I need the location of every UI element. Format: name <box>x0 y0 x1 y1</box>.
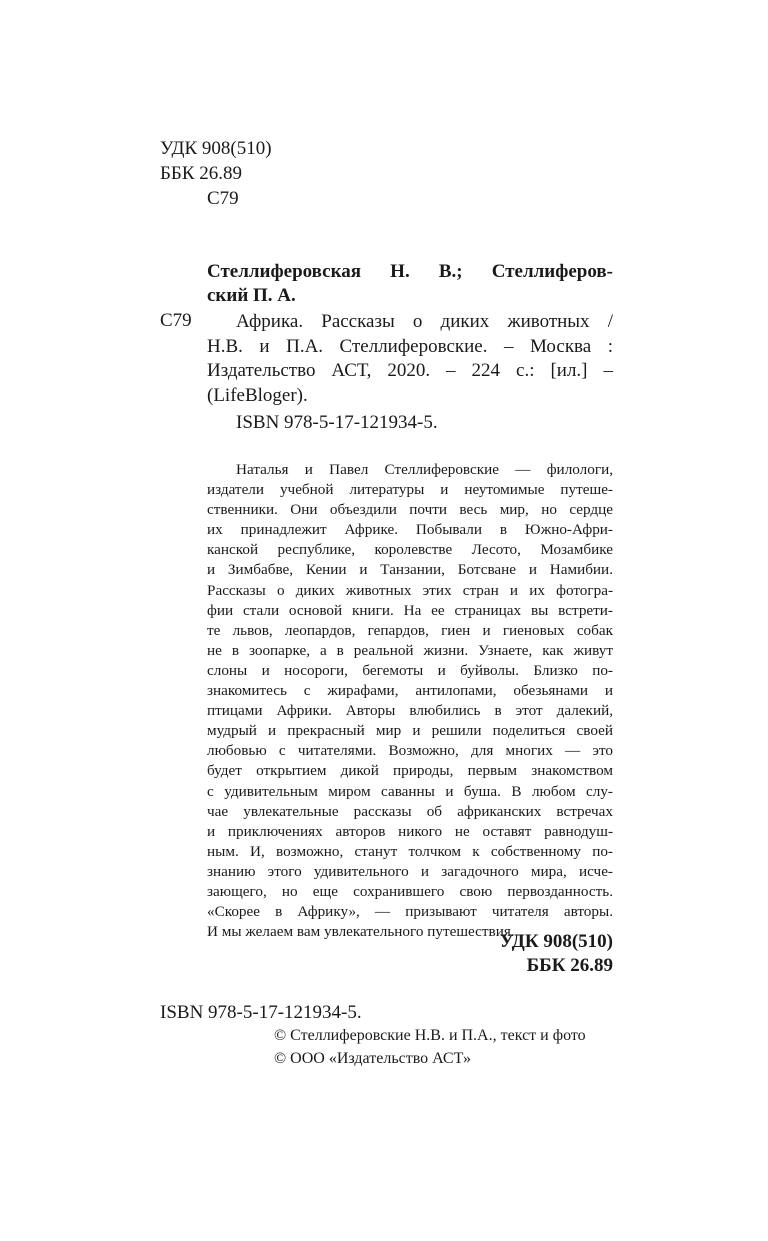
text-line: Н.В. и П.А. Стеллиферовские. – Москва : <box>207 335 613 357</box>
text-line: слоны и носороги, бегемоты и буйволы. Близко по- <box>207 661 613 679</box>
authors-heading <box>207 260 613 308</box>
text-line: и Зимбабве, Кении и Танзании, Ботсване и Намибии. <box>207 561 613 579</box>
bbk-code: ББК 26.89 <box>160 163 242 184</box>
text-line: мудрый и прекрасный мир и решили поделиться своей <box>207 722 613 740</box>
text-line: будет открытием дикой природы, первым знакомством <box>207 762 613 780</box>
isbn-entry: ISBN 978-5-17-121934-5. <box>236 412 438 433</box>
text-line: издатели учебной литературы и неутомимые путеше- <box>207 481 613 499</box>
text-line: фии стали основой книги. На ее страницах вы встрети- <box>207 601 613 619</box>
text-line: Издательство АСТ, 2020. – 224 с.: [ил.] – <box>207 360 613 382</box>
text-line: их принадлежит Африке. Побывали в Южно-Афри- <box>207 521 613 539</box>
copyright-publisher: © ООО «Издательство АСТ» <box>274 1050 471 1067</box>
text-line: ным. И, возможно, станут толчком к собственному по- <box>207 842 613 860</box>
footer-bbk: ББК 26.89 <box>526 955 613 976</box>
text-line: чае увлекательные рассказы об африканских встречах <box>207 802 613 820</box>
entry-mark: С79 <box>160 310 192 331</box>
annotation <box>207 460 613 942</box>
text-line: ственники. Они объездили почти весь мир, но сердце <box>207 501 613 519</box>
footer-udk: УДК 908(510) <box>499 931 613 952</box>
text-line: с удивительным миром саванны и буша. В любом слу- <box>207 782 613 800</box>
copyright-authors: © Стеллиферовские Н.В. и П.А., текст и фото <box>274 1027 586 1044</box>
text-line: зающего, но еще сохранившего свою первозданность. <box>207 882 613 900</box>
udk-code: УДК 908(510) <box>160 138 272 159</box>
isbn-footer: ISBN 978-5-17-121934-5. <box>160 1002 362 1023</box>
text-line: Стеллиферовская Н. В.; Стеллиферов- <box>207 261 613 282</box>
text-line: (LifeBloger). <box>207 385 308 407</box>
text-line: Африка. Рассказы о диких животных / <box>236 311 613 332</box>
text-line: птицами Африки. Авторы влюбились в этот далекий, <box>207 702 613 720</box>
text-line: ский П. А. <box>207 285 296 306</box>
text-line: знанию этого удивительного и загадочного мира, исче- <box>207 862 613 880</box>
bibliographic-description <box>207 310 613 409</box>
text-line: «Скорее в Африку», — призывают читателя авторы. <box>207 903 613 921</box>
text-line: Рассказы о диких животных этих стран и их фотогра- <box>207 581 613 599</box>
text-line: те львов, леопардов, гепардов, гиен и гиеновых собак <box>207 621 613 639</box>
text-line: И мы желаем вам увлекательного путешествия. <box>207 923 515 941</box>
text-line: канской республике, королевстве Лесото, Мозамбике <box>207 541 613 559</box>
text-line: не в зоопарке, а в реальной жизни. Узнаете, как живут <box>207 641 613 659</box>
author-mark: С79 <box>207 188 239 209</box>
text-line: Наталья и Павел Стеллиферовские — филологи, <box>236 461 613 478</box>
text-line: любовью с читателями. Возможно, для многих — это <box>207 742 613 760</box>
text-line: знакомитесь с жирафами, антилопами, обезьянами и <box>207 682 613 700</box>
text-line: и приключениях авторов никого не оставят равнодуш- <box>207 822 613 840</box>
